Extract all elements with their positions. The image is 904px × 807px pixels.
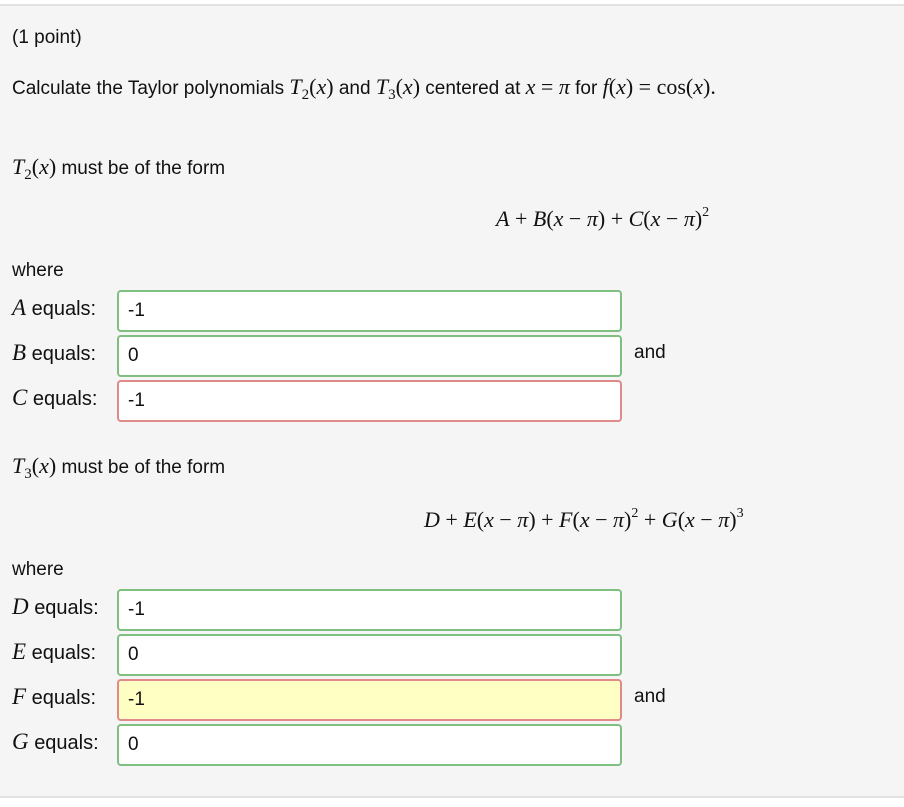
input-g[interactable]	[117, 724, 622, 766]
function-expression: f(x) = cos(x).	[602, 74, 716, 99]
t2-and: and	[634, 342, 666, 363]
t2-where: where	[12, 260, 64, 281]
t3-where: where	[12, 559, 64, 580]
input-c[interactable]	[117, 380, 622, 422]
label-d: D equals:	[12, 594, 99, 619]
input-e[interactable]	[117, 634, 622, 676]
input-d[interactable]	[117, 589, 622, 631]
t3-form: $D + E(x - \pi) + F(x - \pi)^2 + G(x - \pi)^3$	[424, 506, 744, 532]
statement-and: and	[338, 78, 371, 99]
t2-form: $A + B(x - \pi) + C(x - \pi)^2$	[496, 205, 710, 231]
label-e: E equals:	[12, 639, 97, 664]
problem-statement	[12, 76, 716, 101]
center-expression: x = π	[525, 74, 570, 99]
statement-centered: centered at	[425, 78, 521, 99]
label-a: A equals:	[12, 295, 97, 320]
input-b[interactable]	[117, 335, 622, 377]
t2-intro-text: must be of the form	[61, 158, 226, 179]
label-b: B equals:	[12, 340, 97, 365]
problem-panel	[0, 4, 904, 798]
statement-for: for	[575, 78, 598, 99]
t3-symbol: $T_3(x)$	[375, 74, 421, 103]
input-f[interactable]	[117, 679, 622, 721]
points-label: (1 point)	[12, 27, 82, 48]
label-c: C equals:	[12, 385, 98, 410]
t3-intro: $T_3(x)$ must be of the form	[12, 453, 226, 482]
t3-and: and	[634, 686, 666, 707]
label-f: F equals:	[12, 684, 97, 709]
input-a[interactable]	[117, 290, 622, 332]
label-g: G equals:	[12, 729, 99, 754]
t2-intro: $T_2(x)$ must be of the form	[12, 154, 226, 183]
statement-prefix: Calculate the Taylor polynomials	[12, 78, 285, 99]
t2-symbol: $T_2(x)$	[289, 74, 334, 103]
t3-intro-text: must be of the form	[61, 457, 226, 478]
